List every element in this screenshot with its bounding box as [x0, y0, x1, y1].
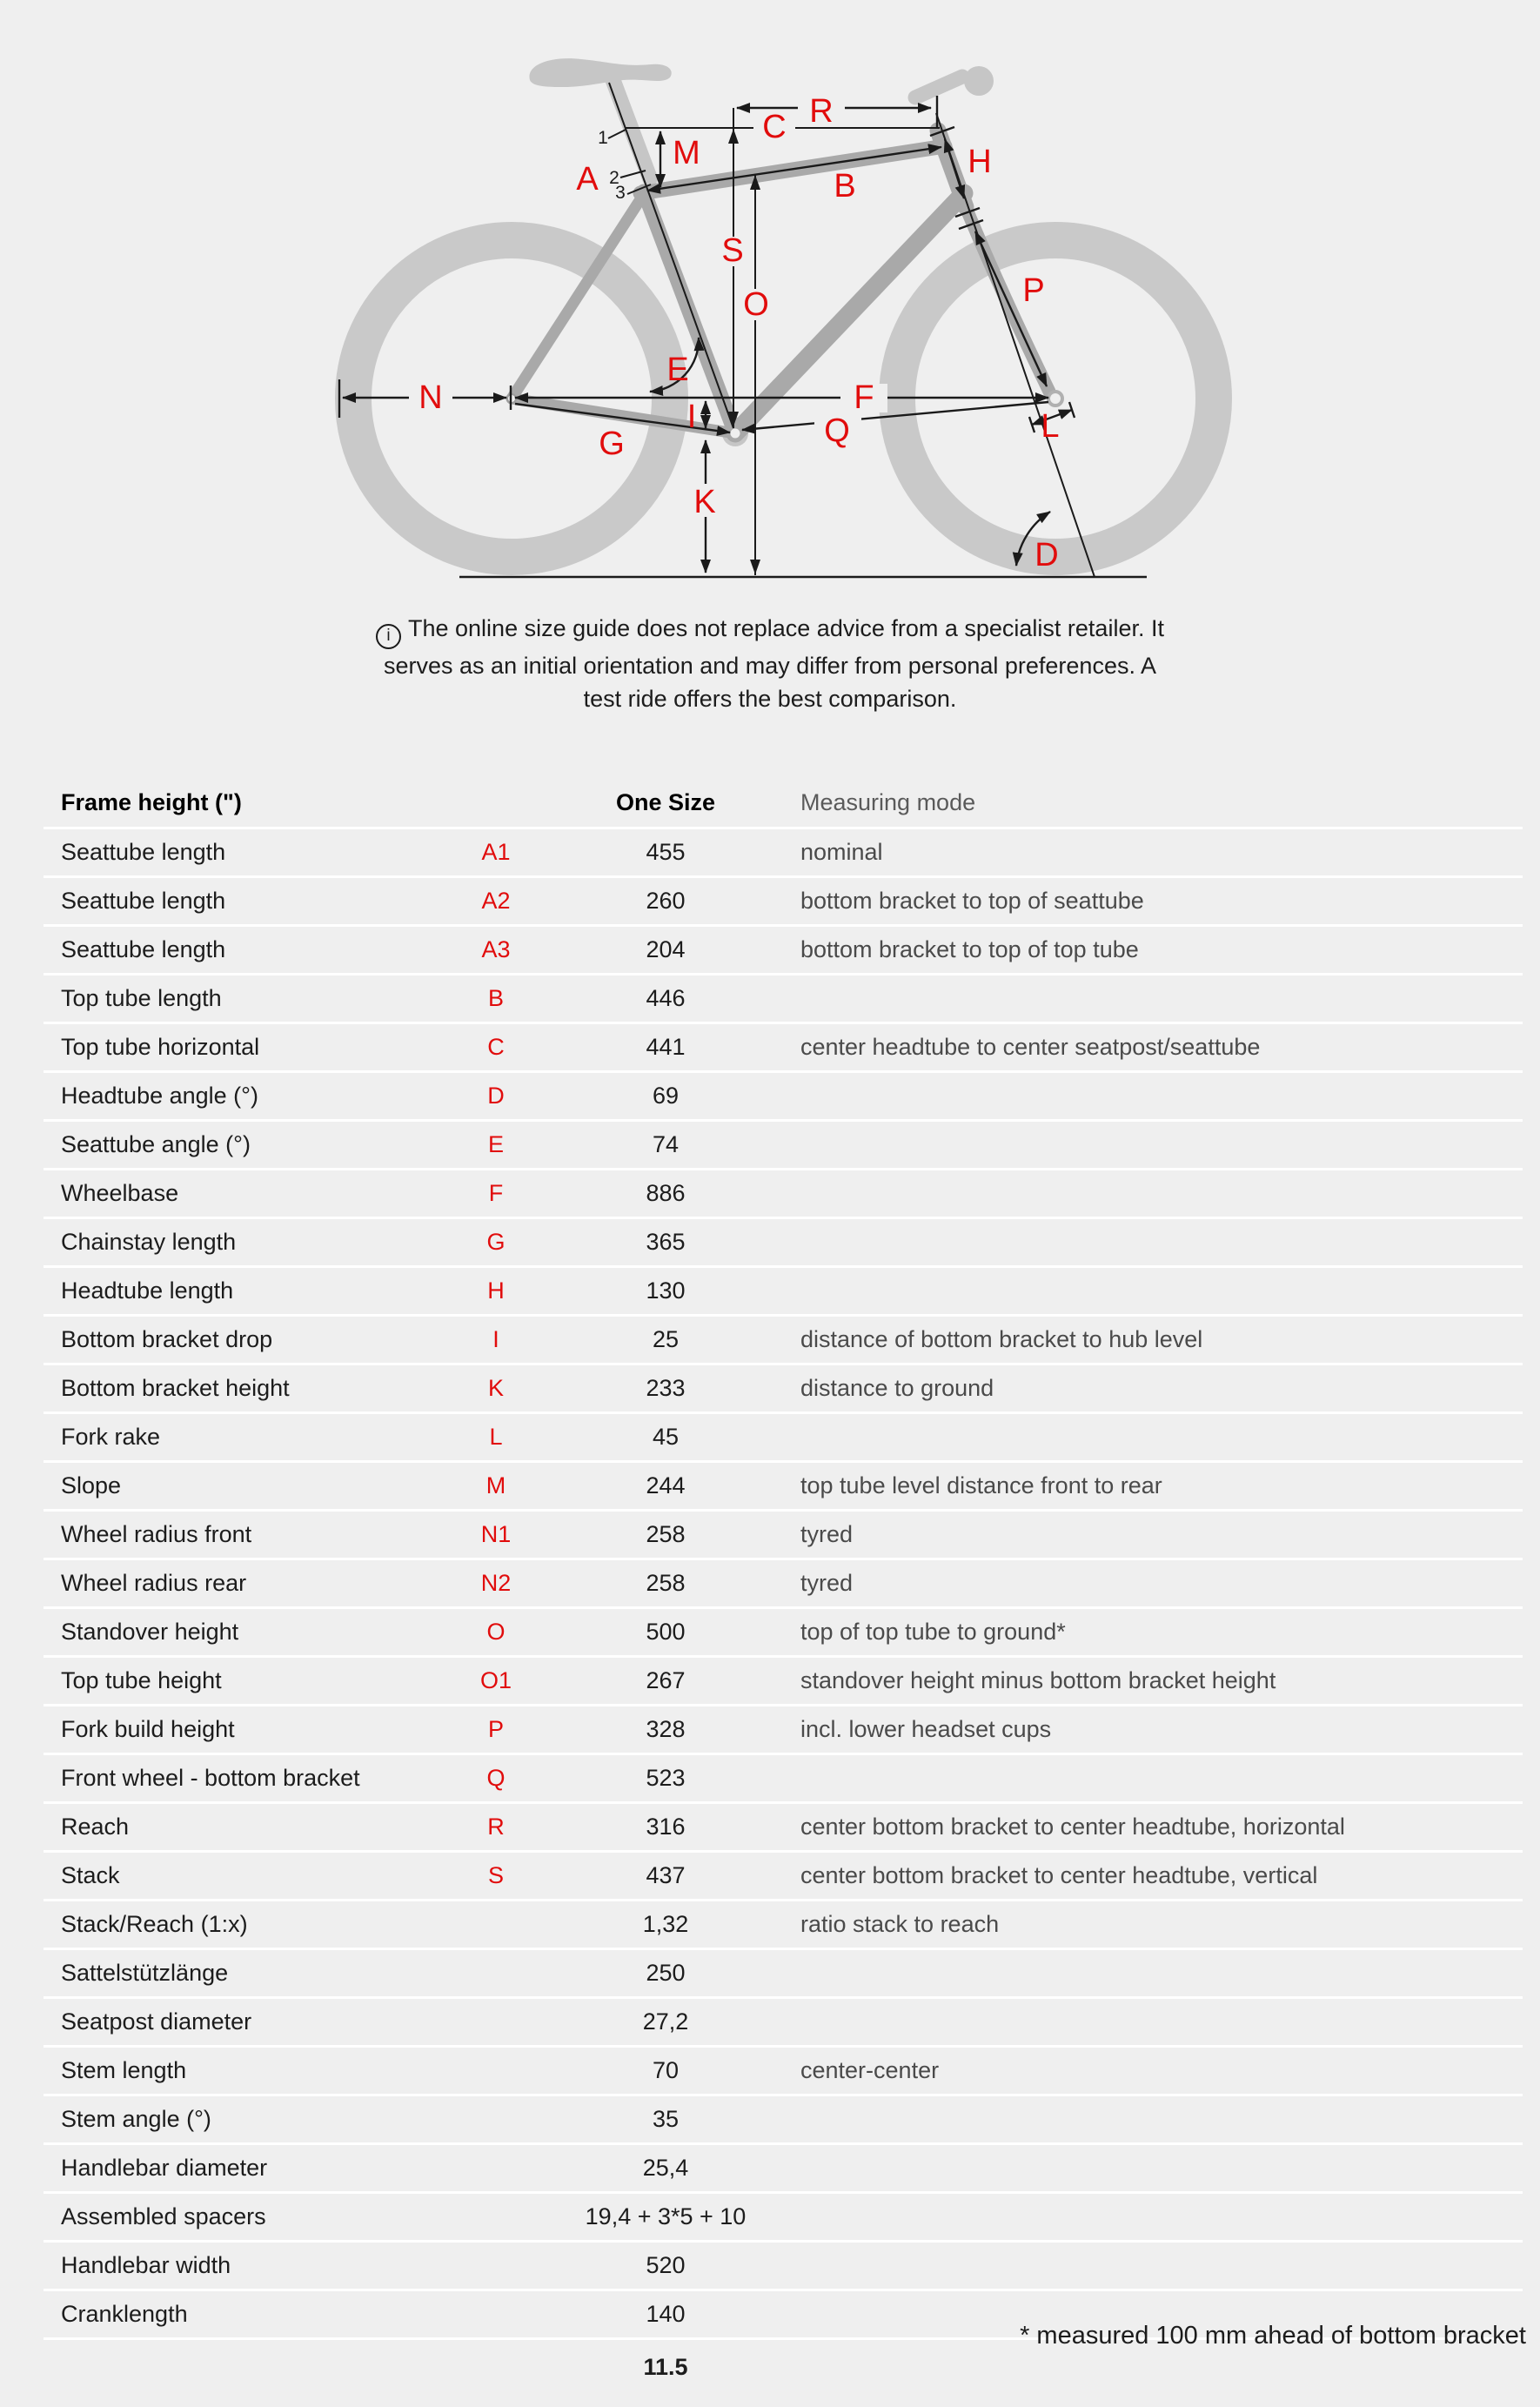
row-code: S [487, 1862, 504, 1888]
label-D: D [1034, 537, 1059, 573]
row-code: B [487, 985, 504, 1011]
handlebar-grip [964, 66, 994, 96]
row-code: M [485, 1472, 506, 1499]
row-value: 500 [646, 1619, 686, 1645]
row-label: Seattube length [61, 888, 226, 914]
row-value: 258 [646, 1570, 686, 1596]
row-code: C [487, 1034, 505, 1060]
header-measuring-mode: Measuring mode [800, 789, 976, 815]
size-guide-note [0, 612, 1540, 715]
front-hub [1048, 392, 1062, 406]
row-label: Seattube length [61, 936, 226, 962]
label-Q: Q [824, 412, 850, 449]
row-code: K [487, 1375, 504, 1401]
header-frame-height: Frame height (") [61, 789, 242, 815]
row-code: P [487, 1716, 504, 1742]
row-label: Headtube angle (°) [61, 1083, 258, 1109]
table-body [44, 827, 1523, 2337]
note-line-1 [0, 612, 1540, 649]
label-R: R [809, 93, 834, 130]
bike-geometry-svg [0, 0, 1540, 609]
row-value: 455 [646, 839, 686, 865]
table-row [44, 1460, 1523, 1509]
label-I: I [686, 399, 697, 435]
table-row [44, 1899, 1523, 1948]
row-value: 446 [646, 985, 686, 1011]
row-value: 130 [646, 1277, 686, 1304]
row-measuring-mode: tyred [800, 1521, 854, 1547]
row-measuring-mode: center-center [800, 2057, 940, 2083]
note-text-3: test ride offers the best comparison. [583, 686, 957, 712]
row-value: 365 [646, 1229, 686, 1255]
table-row [44, 1753, 1523, 1801]
row-measuring-mode: tyred [800, 1570, 854, 1596]
bike-geometry-diagram [0, 0, 1540, 609]
row-code: F [488, 1180, 504, 1206]
row-value: 19,4 + 3*5 + 10 [585, 2203, 747, 2229]
row-code: H [487, 1277, 505, 1304]
table-row [44, 1509, 1523, 1558]
table-row [44, 2142, 1523, 2191]
table-row [44, 1022, 1523, 1070]
label-S: S [721, 232, 744, 269]
table-header-row [44, 779, 1523, 827]
row-measuring-mode: distance to ground [800, 1375, 994, 1401]
row-label: Top tube length [61, 985, 222, 1011]
row-code: O1 [479, 1667, 512, 1693]
label-L: L [1041, 408, 1060, 445]
row-code: E [487, 1131, 504, 1157]
row-label: Handlebar diameter [61, 2155, 268, 2181]
row-value: 267 [646, 1667, 686, 1693]
table-row [44, 875, 1523, 924]
row-label: Reach [61, 1814, 130, 1840]
row-value: 35 [652, 2106, 680, 2132]
row-label: Sattelstützlänge [61, 1960, 229, 1986]
table-row [44, 1168, 1523, 1217]
row-value: 523 [646, 1765, 686, 1791]
label-P: P [1022, 272, 1045, 309]
row-label: Standover height [61, 1619, 239, 1645]
row-label: Assembled spacers [61, 2203, 266, 2229]
row-value: 27,2 [642, 2008, 689, 2035]
stem [915, 77, 962, 97]
table-row [44, 2094, 1523, 2142]
row-label: Stack/Reach (1:x) [61, 1911, 248, 1937]
row-value: 233 [646, 1375, 686, 1401]
table-row [44, 1265, 1523, 1314]
header-one-size: One Size [615, 789, 716, 815]
label-F: F [854, 379, 874, 416]
table-row [44, 1363, 1523, 1411]
table-row [44, 2191, 1523, 2240]
row-value: 260 [646, 888, 686, 914]
footnote: * measured 100 mm ahead of bottom bracket [1020, 2322, 1526, 2350]
row-measuring-mode: bottom bracket to top of top tube [800, 936, 1139, 962]
row-label: Headtube length [61, 1277, 234, 1304]
row-value: 70 [652, 2057, 680, 2083]
row-label: Fork build height [61, 1716, 235, 1742]
table-row [44, 827, 1523, 875]
row-measuring-mode: center bottom bracket to center headtube, horizontal [800, 1814, 1345, 1840]
table-row [44, 1704, 1523, 1753]
row-label: Bottom bracket drop [61, 1326, 273, 1352]
label-1: 1 [598, 128, 608, 148]
geometry-table [44, 779, 1523, 2394]
row-measuring-mode: bottom bracket to top of seattube [800, 888, 1144, 914]
row-label: Wheel radius rear [61, 1570, 247, 1596]
row-code: Q [486, 1765, 506, 1791]
row-measuring-mode: distance of bottom bracket to hub level [800, 1326, 1203, 1352]
seattube-index-numbers [598, 128, 626, 203]
table-row [44, 1070, 1523, 1119]
table-row [44, 973, 1523, 1022]
table-row [44, 2240, 1523, 2289]
row-code: L [489, 1424, 503, 1450]
row-code: D [487, 1083, 505, 1109]
row-value: 25,4 [642, 2155, 689, 2181]
row-value: 441 [646, 1034, 686, 1060]
row-value: 45 [652, 1424, 680, 1450]
row-value: 520 [646, 2252, 686, 2278]
row-measuring-mode: ratio stack to reach [800, 1911, 1000, 1937]
row-value: 69 [652, 1083, 680, 1109]
row-code: O [486, 1619, 506, 1645]
label-2: 2 [609, 168, 619, 188]
row-value: 140 [646, 2301, 686, 2327]
table-row [44, 1558, 1523, 1606]
row-label: Handlebar width [61, 2252, 231, 2278]
label-O: O [743, 286, 769, 323]
row-label: Seattube length [61, 839, 226, 865]
row-label: Front wheel - bottom bracket [61, 1765, 360, 1791]
row-label: Wheel radius front [61, 1521, 252, 1547]
row-measuring-mode: center bottom bracket to center headtube, vertical [800, 1862, 1318, 1888]
info-icon: i [376, 624, 401, 649]
label-H: H [968, 144, 992, 180]
row-label: Cranklength [61, 2301, 188, 2327]
row-label: Top tube horizontal [61, 1034, 260, 1060]
row-label: Seatpost diameter [61, 2008, 252, 2035]
row-label: Stem length [61, 2057, 187, 2083]
row-value: 25 [652, 1326, 680, 1352]
row-label: Fork rake [61, 1424, 161, 1450]
row-label: Slope [61, 1472, 122, 1499]
row-value: 74 [652, 1131, 680, 1157]
row-value: 316 [646, 1814, 686, 1840]
row-value: 437 [646, 1862, 686, 1888]
row-label: Chainstay length [61, 1229, 237, 1255]
note-text-1: The online size guide does not replace advice from a specialist retailer. It [408, 615, 1164, 641]
table-row [44, 1801, 1523, 1850]
row-value: 244 [646, 1472, 686, 1499]
row-code: I [492, 1326, 499, 1352]
label-K: K [693, 484, 716, 520]
callout-1-line [608, 130, 626, 138]
row-code: N2 [480, 1570, 512, 1596]
measurement-labels [418, 93, 1059, 573]
dim-S-arrow-up [728, 129, 739, 144]
table-row [44, 1606, 1523, 1655]
label-N: N [418, 379, 443, 416]
row-measuring-mode: top tube level distance front to rear [800, 1472, 1162, 1499]
label-3: 3 [615, 183, 626, 203]
table-row [44, 924, 1523, 973]
row-value: 1,32 [642, 1911, 689, 1937]
row-code: N1 [480, 1521, 512, 1547]
table-row [44, 1119, 1523, 1168]
row-measuring-mode: top of top tube to ground* [800, 1619, 1066, 1645]
table-row [44, 1996, 1523, 2045]
table-row [44, 1314, 1523, 1363]
row-value: 204 [646, 936, 686, 962]
row-value: 886 [646, 1180, 686, 1206]
row-measuring-mode: incl. lower headset cups [800, 1716, 1052, 1742]
row-code: A1 [481, 839, 511, 865]
row-measuring-mode: standover height minus bottom bracket height [800, 1667, 1276, 1693]
row-measuring-mode: nominal [800, 839, 883, 865]
row-code: A2 [481, 888, 511, 914]
row-label: Top tube height [61, 1667, 222, 1693]
table-row [44, 1948, 1523, 1996]
row-code: G [486, 1229, 506, 1255]
total-value: 11.5 [643, 2353, 688, 2380]
table-row [44, 1850, 1523, 1899]
table-row [44, 2045, 1523, 2094]
row-label: Stack [61, 1862, 120, 1888]
row-label: Bottom bracket height [61, 1375, 290, 1401]
saddle [529, 58, 671, 87]
label-B: B [834, 168, 856, 204]
table-row [44, 1655, 1523, 1704]
row-label: Seattube angle (°) [61, 1131, 251, 1157]
label-M: M [673, 135, 700, 171]
bottom-bracket-hole [731, 429, 740, 439]
row-code: A3 [481, 936, 511, 962]
row-measuring-mode: center headtube to center seatpost/seattube [800, 1034, 1261, 1060]
label-C: C [762, 109, 787, 145]
note-text-2: serves as an initial orientation and may differ from personal preferences. A [384, 653, 1156, 679]
label-A: A [576, 161, 599, 198]
table-row [44, 1217, 1523, 1265]
label-G: G [599, 426, 625, 462]
row-code: R [487, 1814, 505, 1840]
row-label: Stem angle (°) [61, 2106, 211, 2132]
table-row [44, 1411, 1523, 1460]
row-label: Wheelbase [61, 1180, 179, 1206]
row-value: 250 [646, 1960, 686, 1986]
row-value: 258 [646, 1521, 686, 1547]
label-E: E [666, 352, 689, 388]
dim-O-arrow-down [750, 560, 760, 574]
row-value: 328 [646, 1716, 686, 1742]
